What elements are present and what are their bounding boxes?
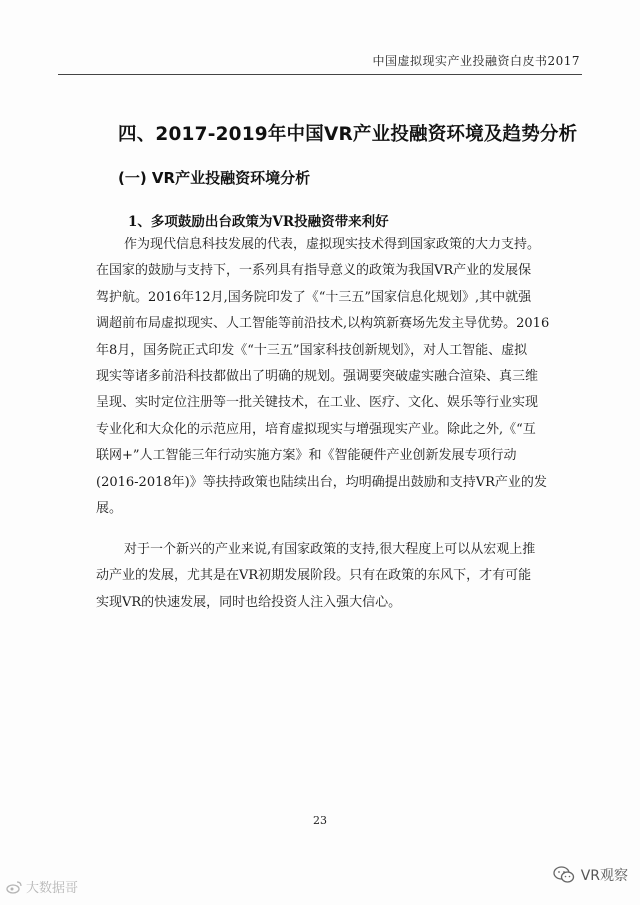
- paragraph-line: 年8月，国务院正式印发《“十三五”国家科技创新规划》，对人工智能、虚拟: [96, 342, 528, 358]
- paragraph-line: 作为现代信息科技发展的代表，虚拟现实技术得到国家政策的大力支持。: [124, 237, 541, 252]
- paragraph-line: 展。: [96, 500, 123, 516]
- paragraph-line: 驾护航。2016年12月,国务院印发了《“十三五”国家信息化规划》,其中就强: [96, 289, 532, 305]
- running-header: 中国虚拟现实产业投融资白皮书2017: [372, 54, 580, 68]
- chapter-title: 四、2017-2019年中国VR产业投融资环境及趋势分析: [118, 124, 578, 145]
- paragraph-line: 现实等诸多前沿科技都做出了明确的规划。强调要突破虚实融合渲染、真三维: [96, 368, 539, 384]
- weibo-watermark: [6, 877, 78, 896]
- paragraph-line: 联网+”人工智能三年行动实施方案》和《智能硬件产业创新发展专项行动: [96, 448, 517, 464]
- paragraph-line: 对于一个新兴的产业来说,有国家政策的支持,很大程度上可以从宏观上推: [124, 542, 536, 557]
- paragraph-line: 专业化和大众化的示范应用，培育虚拟现实与增强现实产业。除此之外,《“互: [96, 421, 536, 437]
- wechat-watermark: [553, 865, 628, 885]
- weibo-watermark-text: 大数据哥: [26, 881, 79, 896]
- paragraph-line: 呈现、实时定位注册等一批关键技术，在工业、医疗、文化、娱乐等行业实现: [96, 395, 539, 411]
- wechat-icon: [553, 866, 575, 884]
- paragraph-line: 调超前布局虚拟现实、人工智能等前沿技术,以构筑新赛场先发主导优势。2016: [96, 316, 550, 332]
- section-title: (一) VR产业投融资环境分析: [118, 169, 311, 187]
- page-number: 23: [313, 814, 327, 827]
- paragraph-line: 动产业的发展，尤其是在VR初期发展阶段。只有在政策的东风下，才有可能: [96, 568, 532, 584]
- body-paragraph-2: [96, 537, 546, 616]
- wechat-watermark-text: VR观察: [580, 868, 628, 884]
- paragraph-line: (2016-2018年)》等扶持政策也陆续出台，均明确提出鼓励和支持VR产业的发: [96, 474, 547, 490]
- subsection-title: 1、多项鼓励出台政策为VR投融资带来利好: [128, 214, 389, 230]
- weibo-icon: [6, 880, 22, 894]
- body-paragraph-1: [96, 232, 550, 522]
- header-divider: [58, 74, 582, 75]
- paragraph-line: 在国家的鼓励与支持下，一系列具有指导意义的政策为我国VR产业的发展保: [96, 263, 532, 279]
- paragraph-line: 实现VR的快速发展，同时也给投资人注入强大信心。: [96, 594, 402, 610]
